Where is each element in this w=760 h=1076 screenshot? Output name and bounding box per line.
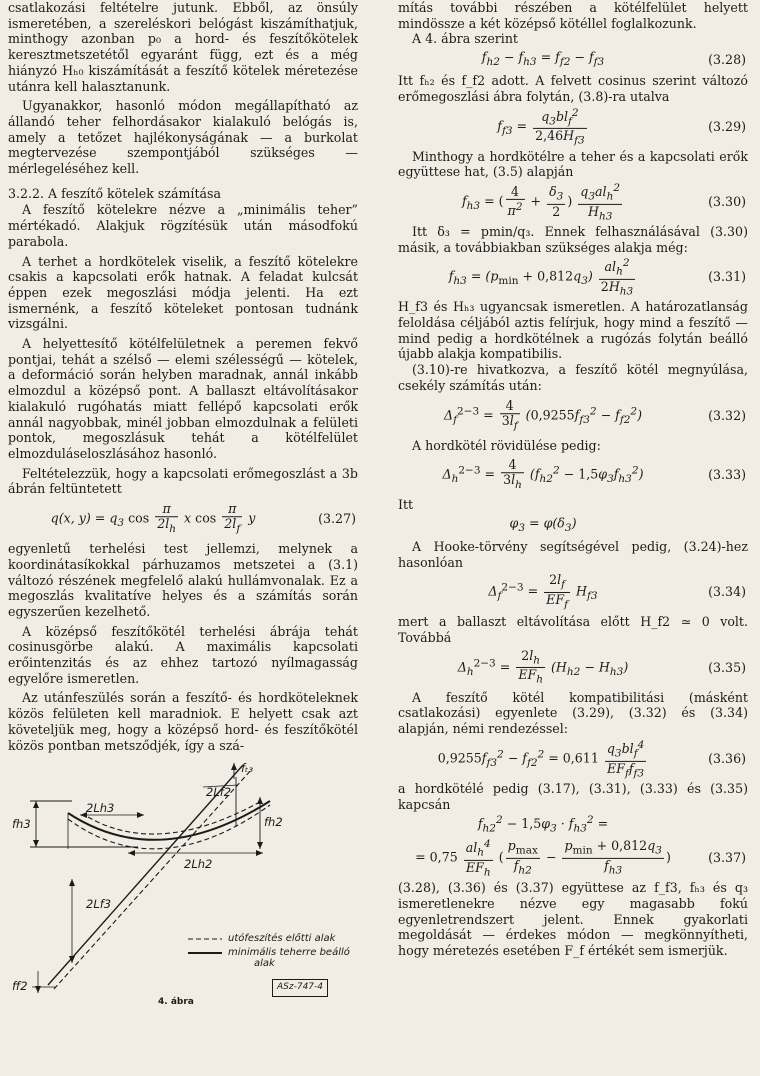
paragraph: mítás további részében a kötélfelület helyett mindössze a két középső kötéllel foglalkozunk. <box>398 0 748 31</box>
paragraph: mert a ballaszt eltávolítása előtt H_f2 ≃ 0 volt. Továbbá <box>398 614 748 646</box>
equation-3-37-line2: = 0,75 $\frac{al_h^4}{EF_h}$ ( $\frac{p_{max}}{f_{h2}}$ − $\frac{p_{min} + 0,812q_3}{f_{h3}}$ ) (3.37) <box>415 838 746 879</box>
equation-3-30: $f_{h3}$ = ( $\frac{4}{\pi^2}$ + $\frac{\delta_3}{2}$ ) $\frac{q_3al_h^2}{H_{h3}}$ (3.30) <box>461 181 746 223</box>
equation-number: (3.33) <box>708 467 746 483</box>
figure-label: 2Lf3 <box>86 897 112 912</box>
equation-3-28: $f_{h2} - f_{h3} = f_{f2} - f_{f3}$ (3.28) <box>481 49 746 69</box>
figure-4 <box>8 757 358 1007</box>
figure-label: 2Lf2 <box>206 785 232 800</box>
equation-3-36: $0,9255f_{f3}^2 - f_{f2}^2 = 0,611$ $\frac{q_3bl_f^4}{EF_ff_{f3}}$ (3.36) <box>437 738 746 779</box>
equation-number: (3.37) <box>708 850 746 866</box>
legend-dashed: utófeszítés előtti alak <box>228 933 336 945</box>
paragraph: A Hooke-törvény segítségével pedig, (3.24)-hez hasonlóan <box>398 538 748 570</box>
figure-4-drawing <box>8 757 358 1007</box>
paragraph: A terhet a hordkötelek viselik, a feszítő kötelekre csakis a kapcsolati erők hatnak. A feladat kulcsát éppen ezek megoszlási módja jelenti. Ha ezt ismernénk, a feszítő köteleket pontosan tudnánk vizsgálni. <box>8 253 358 332</box>
section-heading: 3.2.2. A feszítő kötelek számítása <box>8 185 221 201</box>
equation-3-37-line1: $f_{h2}^2 - 1,5\varphi_3 \cdot f_{h3}^2$ = <box>477 814 609 835</box>
paragraph: Ugyanakkor, hasonló módon megállapítható az állandó teher felhordásakor kialakuló belógás is, amely a tetőzet hajlékonyságának — a burkolat megtervezése szempontjából szükséges — mérlegeléséhez kell. <box>8 98 358 177</box>
paragraph: A helyettesítő kötélfelületnek a peremen fekvő pontjai, tehát a szélső — elemi szélességű — kötelek, a deformáció során helyben maradnak, annál inkább elmozdul a középső pont. A ballaszt eltávolításakor kialakuló rugóhatás miatt fellépő kapcsolati erők annál nagyobbak, minél jobban elmozdulnak a felületi pontok, megoszlásuk tehát a kötélfelület elmozduláseloszlásához hasonló. <box>8 336 358 461</box>
legend-solid: minimális teherre beálló <box>228 947 350 959</box>
equation-number: (3.30) <box>708 194 746 210</box>
paragraph: A hordkötél rövidülése pedig: <box>412 437 601 453</box>
figure-label: 2Lh3 <box>86 801 115 816</box>
figure-label: fₜ₃ <box>241 761 254 776</box>
equation-3-27: q(x, $y) = q_3$ cos $\frac{\pi}{2l_h}$ x cos $\frac{\pi}{2l_f}$ y (3.27) <box>50 501 356 535</box>
paragraph: Az utánfeszülés során a feszítő- és hordköteleknek közös felületen kell maradniok. E helyett csak azt követeljük meg, hogy a középső hord- és feszítőkötél közös pontban metsződjék, így a szá- <box>8 690 358 753</box>
figure-stamp: ASz-747-4 <box>272 979 328 997</box>
right-column <box>398 0 748 959</box>
equation-3-32: $\Delta_f^{2-3}$ = $\frac{4}{3l_f}$ $(0,9255f_{f3}^2 - f_{f2}^2)$ (3.32) <box>443 397 746 432</box>
paragraph: Minthogy a hordkötélre a teher és a kapcsolati erők együttese hat, (3.5) alapján <box>398 148 748 180</box>
figure-label: ff2 <box>12 979 28 994</box>
paragraph: Feltételezzük, hogy a kapcsolati erőmegoszlást a 3b ábrán feltüntetett <box>8 465 358 497</box>
paragraph: (3.10)-re hivatkozva, a feszítő kötél megnyúlása, csekély számítás után: <box>398 362 748 393</box>
equation-3-35: $\Delta_h^{2-3}$ = $\frac{2l_h}{EF_h}$ $(H_{h2} - H_{h3})$ (3.35) <box>457 647 746 686</box>
paragraph: H_f3 és Hₕ₃ ugyancsak ismeretlen. A határozatlanság feloldása céljából aztis felírjuk, hogy mind a feszítő — mind pedig a hordkötélnek a rugózás folytán beálló újabb alakja kompatibilis. <box>398 299 748 362</box>
figure-label: fh2 <box>264 815 283 830</box>
paragraph: A középső feszítőkötél terhelési ábrája tehát cosinusgörbe alakú. A maximális kapcsolati erőintenzitás és az ehhez tartozó nyílmagasság egyelőre ismeretlen. <box>8 623 358 686</box>
equation-number: (3.27) <box>318 511 356 527</box>
equation-3-33: $\Delta_h^{2-3}$ = $\frac{4}{3l_h}$ $(f_{h2}^2 - 1,5\varphi_3f_{h3}^2)$ (3.33) <box>442 457 746 492</box>
figure-caption: 4. ábra <box>158 997 194 1008</box>
equation-3-31: $f_{h3} = (p_{min} + 0,812q_3)$ $\frac{al_h^2}{2H_{h3}}$ (3.31) <box>448 257 746 298</box>
equation-number: (3.36) <box>708 751 746 767</box>
paragraph: egyenletű terhelési test jellemzi, melynek a koordinátasíkokkal párhuzamos metszetei a (3.1) változó részének megfelelő alakú hullámvonalak. Ez a megoszlás kvalitatíve helyes és a számítás során egyszerűen kezelhető. <box>8 541 358 619</box>
figure-label: fh3 <box>12 817 31 832</box>
equation-number: (3.35) <box>708 659 746 675</box>
paragraph: Itt <box>398 497 414 513</box>
paragraph: Itt δ₃ = pmin/q₃. Ennek felhasználásával (3.30) másik, a továbbiakban szükséges alakja még: <box>398 223 748 255</box>
paragraph: A 4. ábra szerint <box>412 31 518 47</box>
legend-solid-2: alak <box>254 958 275 970</box>
paragraph: A feszítő kötelekre nézve a „minimális teher” mértékadó. Alakjuk rögzítésük után másodfokú parabola. <box>8 202 358 249</box>
figure-label: 2Lh2 <box>184 857 213 872</box>
paragraph: a hordkötélé pedig (3.17), (3.31), (3.33) és (3.35) kapcsán <box>398 780 748 812</box>
equation-number: (3.29) <box>708 118 746 134</box>
equation-number: (3.28) <box>708 52 746 68</box>
paragraph: csatlakozási feltételre jutunk. Ebből, az önsúly ismeretében, a szereléskori belógást kiszámíthatjuk, minthogy azonban p₀ a hord- és feszítőkötelek keresztmetszetétől egyaránt függ, ezt és a még hiányzó Hₕ₀ kiszámítását a feszítő kötelek méretezése utánra kell halasztanunk. <box>8 0 358 94</box>
equation-number: (3.32) <box>708 407 746 423</box>
paragraph: A feszítő kötél kompatibilitási (másként csatlakozási) egyenlete (3.29), (3.32) és (3.34) alapján, némi rendezéssel: <box>398 689 748 737</box>
equation-number: (3.34) <box>708 584 746 600</box>
paragraph: Itt fₕ₂ és f_f2 adott. A felvett cosinus szerint változó erőmegoszlási ábra folytán, (3.8)-ra utalva <box>398 73 748 104</box>
equation-3-29: $f_{f3}$ = $\frac{q_3bl_f^2}{2,46H_{f3}}$ (3.29) <box>497 106 746 147</box>
paragraph: (3.28), (3.36) és (3.37) együttese az f_f3, fₕ₃ és q₃ ismeretlenekre nézve egy magasabb fokú egyenletrendszert jelent. Ennek gyakorlati megoldását — érdekes módon — megkönnyítheti, hogy méretezés esetében F_f értékét sem ismerjük. <box>398 880 748 959</box>
equation-3-34: $\Delta_f^{2-3}$ = $\frac{2l_f}{EF_f}$ $H_{f3}$ (3.34) <box>488 572 746 611</box>
equation-phi: $\varphi_3 = \varphi(\delta_3)$ <box>509 515 577 534</box>
left-column <box>8 0 358 1007</box>
equation-number: (3.31) <box>708 269 746 285</box>
